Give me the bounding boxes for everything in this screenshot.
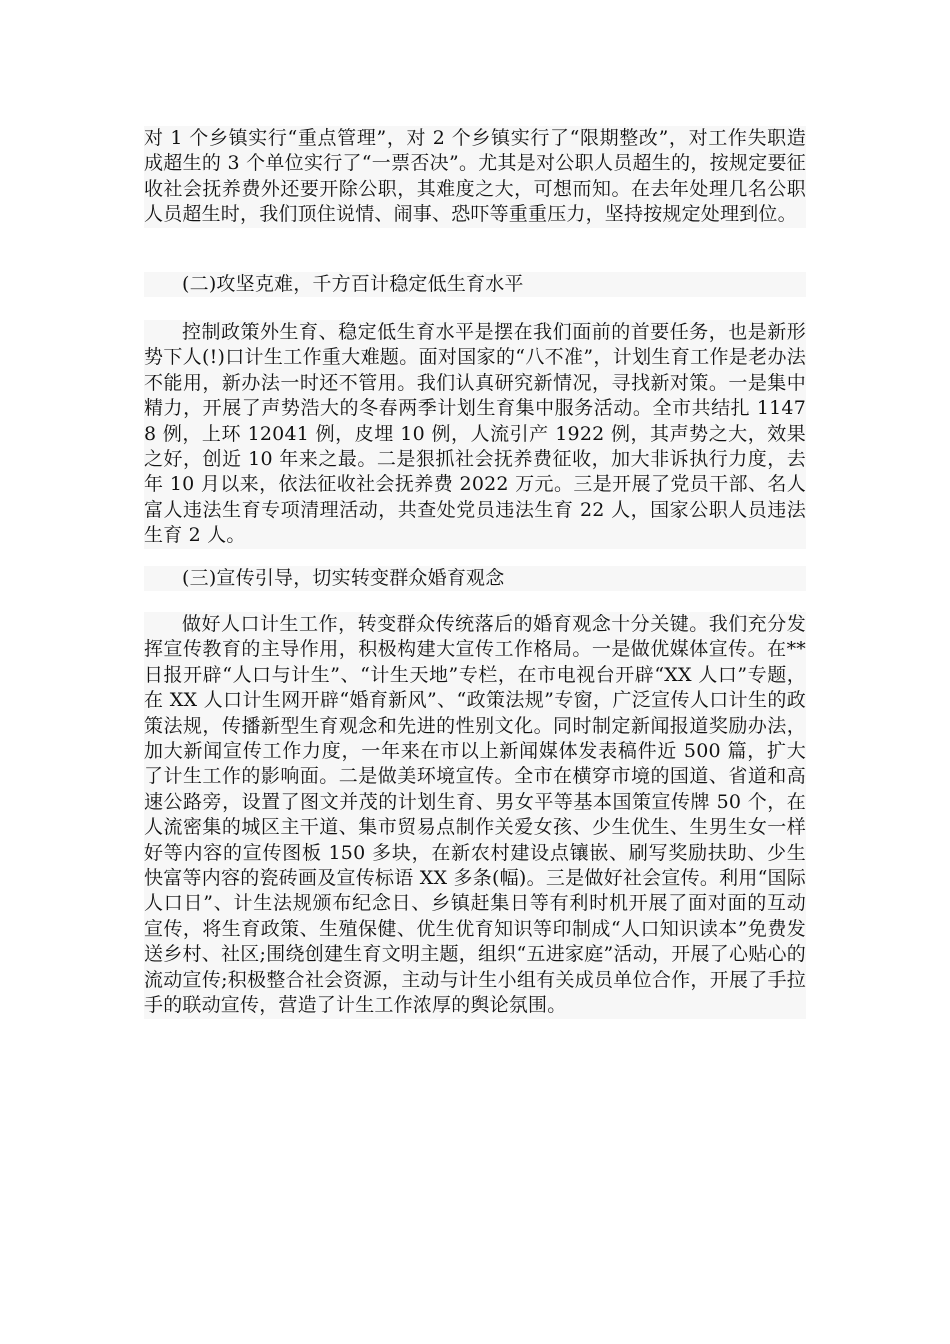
paragraph-block-3 (144, 612, 806, 1019)
heading-block-2 (144, 272, 806, 297)
section-heading-2: (二)攻坚克难，千方百计稳定低生育水平 (182, 273, 524, 295)
section-heading-3: (三)宣传引导，切实转变群众婚育观念 (182, 567, 505, 589)
paragraph-block-1 (144, 126, 806, 228)
paragraph-2: 控制政策外生育、稳定低生育水平是摆在我们面前的首要任务，也是新形势下人(!)口计生工作重大难题。面对国家的“八不准”，计划生育工作是老办法不能用，新办法一时还不管用。我们认真研究新情况，寻找新对策。一是集中精力，开展了声势浩大的冬春两季计划生育集中服务活动。全市共结扎 11478 例，上环 12041 例，皮埋 10 例，人流引产 1922 例，其声势之大，效果之好，创近 10 年来之最。二是狠抓社会抚养费征收，加大非诉执行力度，去年 10 月以来，依法征收社会抚养费 2022 万元。三是开展了党员干部、名人富人违法生育专项清理活动，共查处党员违法生育 22 人，国家公职人员违法生育 2 人。 (144, 321, 806, 547)
paragraph-1: 对 1 个乡镇实行“重点管理”，对 2 个乡镇实行了“限期整改”，对工作失职造成超生的 3 个单位实行了“一票否决”。尤其是对公职人员超生的，按规定要征收社会抚养费外还要开除公职，其难度之大，可想而知。在去年处理几名公职人员超生时，我们顶住说情、闹事、恐吓等重重压力，坚持按规定处理到位。 (144, 127, 806, 226)
paragraph-3: 做好人口计生工作，转变群众传统落后的婚育观念十分关键。我们充分发挥宣传教育的主导作用，积极构建大宣传工作格局。一是做优媒体宣传。在**日报开辟“人口与计生”、“计生天地”专栏，在市电视台开辟“XX 人口”专题，在 XX 人口计生网开辟“婚育新风”、“政策法规”专窗，广泛宣传人口计生的政策法规，传播新型生育观念和先进的性别文化。同时制定新闻报道奖励办法，加大新闻宣传工作力度，一年来在市以上新闻媒体发表稿件近 500 篇，扩大了计生工作的影响面。二是做美环境宣传。全市在横穿市境的国道、省道和高速公路旁，设置了图文并茂的计划生育、男女平等基本国策宣传牌 50 个，在人流密集的城区主干道、集市贸易点制作关爱女孩、少生优生、生男生女一样好等内容的宣传图板 150 多块，在新农村建设点镶嵌、刷写奖励扶助、少生快富等内容的瓷砖画及宣传标语 XX 多条(幅)。三是做好社会宣传。利用“国际人口日”、计生法规颁布纪念日、乡镇赶集日等有利时机开展了面对面的互动宣传，将生育政策、生殖保健、优生优育知识等印制成“人口知识读本”免费发送乡村、社区;围绕创建生育文明主题，组织“五进家庭”活动，开展了心贴心的流动宣传;积极整合社会资源，主动与计生小组有关成员单位合作，开展了手拉手的联动宣传，营造了计生工作浓厚的舆论氛围。 (144, 613, 806, 1017)
heading-block-3 (144, 566, 806, 591)
paragraph-block-2 (144, 320, 806, 549)
